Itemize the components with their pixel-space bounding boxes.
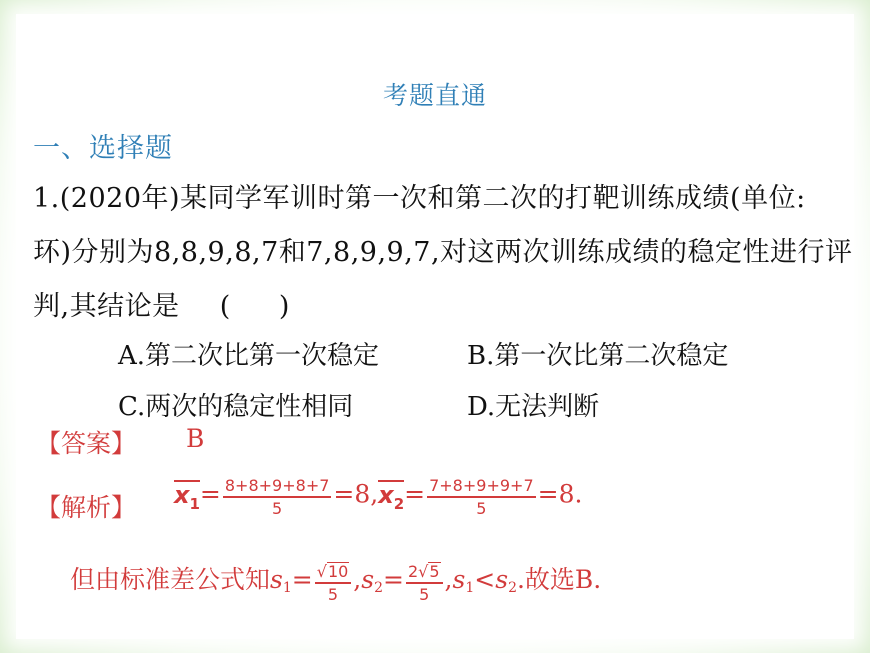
s1-fraction: $\frac{√10}{5}$	[315, 562, 352, 606]
mean-x1-result: =8,	[333, 479, 379, 509]
s2-symbol: s	[495, 565, 509, 594]
stddev-formula	[70, 560, 601, 606]
s1-subscript: 1	[465, 580, 475, 597]
stddev-prefix: 但由标准差公式知	[70, 565, 271, 594]
equals-sign: =	[383, 565, 404, 594]
answer-paren-open: (	[219, 291, 231, 322]
option-b: B.第一次比第二次稳定	[467, 341, 729, 371]
answer-tag: 【答案】	[36, 429, 137, 458]
mean-x2-symbol: $x_2$	[378, 480, 404, 516]
s2-fraction: $\frac{2√5}{5}$	[406, 562, 443, 606]
s2-symbol: s	[361, 565, 375, 594]
s1-symbol: s	[270, 565, 283, 594]
equals-sign: =	[291, 565, 313, 594]
answer-paren-close: )	[278, 291, 290, 322]
question-line-3-text: 判,其结论是	[33, 291, 180, 322]
comma: ,	[353, 565, 362, 594]
question-line-2: 环)分别为8,8,9,8,7和7,8,9,9,7,对这两次训练成绩的稳定性进行评	[33, 237, 853, 268]
equals-sign: =	[404, 479, 426, 509]
mean-x1-fraction: $\frac{8+8+9+8+7}{5}$	[224, 476, 330, 518]
s2-subscript: 2	[374, 580, 384, 597]
mean-formula	[174, 476, 582, 520]
analysis-tag: 【解析】	[36, 493, 137, 522]
mean-x2-result: =8.	[537, 479, 583, 509]
stddev-suffix: .故选B.	[516, 565, 602, 594]
mean-x1-symbol: $x_1$	[174, 480, 200, 516]
question-line-3	[33, 284, 290, 323]
less-than-sign: <	[474, 565, 496, 594]
section-heading: 一、选择题	[33, 133, 173, 164]
mean-x2-fraction: $\frac{7+8+9+9+7}{5}$	[429, 476, 534, 518]
option-d: D.无法判断	[467, 392, 600, 422]
equals-sign: =	[199, 479, 221, 509]
s1-subscript: 1	[282, 580, 292, 597]
option-c: C.两次的稳定性相同	[118, 392, 354, 422]
s2-subscript: 2	[508, 580, 517, 597]
comma: ,	[444, 565, 453, 594]
option-a: A.第二次比第一次稳定	[118, 341, 380, 371]
answer-value: B	[186, 424, 205, 453]
question-line-1: 1.(2020年)某同学军训时第一次和第二次的打靶训练成绩(单位:	[33, 183, 806, 214]
s1-symbol: s	[452, 565, 466, 594]
page-title: 考题直通	[382, 81, 487, 110]
